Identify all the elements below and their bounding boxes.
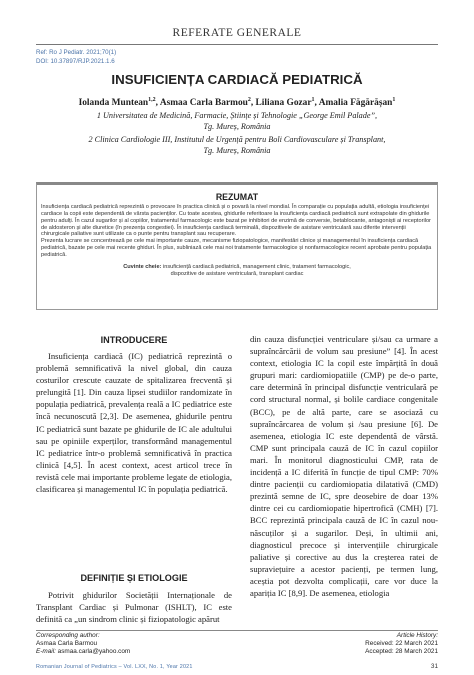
definition-paragraph: Potrivit ghidurilor Societății Internaționale de Transplant Cardiac și Pulmonar (ISHLT), IC este definită ca „un sindrom clinic și fiziopatologic apărut xyxy=(36,590,232,625)
keywords-text: insuficiență cardiacă pediatrică, management clinic, tratament farmacologic, xyxy=(163,263,351,270)
definition-heading: DEFINIȚIE ȘI ETIOLOGIE xyxy=(80,573,188,583)
abstract-paragraph-2: Prezenta lucrare se concentrează pe cele mai importante cauze, mecanisme fiziopatologice, manifestări clinice și managementul în insuficiența cardiacă pediatrică, bazate pe cele mai recente ghiduri. În plus, subliniază cele mai noi tratamente farmacologice și nonfarmacologice recent aprobate pentru populația pediatrică. xyxy=(41,238,432,258)
corresponding-author xyxy=(36,632,130,656)
affiliation-2-line-1: 2 Clinica Cardiologie III, Institutul de Urgență pentru Boli Cardiovasculare și Transplant, xyxy=(88,135,386,144)
ref-line: Ref: Ro J Pediatr. 2021;70(1) xyxy=(36,49,117,56)
abstract-paragraph-1: Insuficiența cardiacă pediatrică reprezintă o provocare în practica clinică și o povară la nivel mondial. În comparație cu populația adultă, etiologia insuficienței cardiace la copii este dependentă de vârsta pacienților. Cu toate acestea, ghidurile referitoare la insuficiența cardiacă pediatrică sunt extrapolate din ghidurile pentru adulți. În cazul sugarilor și al copiilor, tratamentul farmacologic este bazat pe inhibitori de enzimă de conversie, betablocante, antagoniști ai receptorilor de aldosteron și alte diuretice (în prezența congestiei). În insuficiența cardiacă terminală, dispozitivele de asistare ventriculară sau diferite intervenții chirurgicale paliative sunt utilizate ca o punte pentru transplant sau recuperare. xyxy=(41,204,431,238)
journal-footer: Romanian Journal of Pediatrics – Vol. LXX, No. 1, Year 2021 xyxy=(36,664,193,670)
corr-name: Asmaa Carla Barmou xyxy=(36,639,98,647)
doi-link[interactable]: DOI: 10.37897/RJP.2021.1.6 xyxy=(36,57,115,65)
footer-rule xyxy=(36,630,438,631)
abstract-title: REZUMAT xyxy=(215,192,259,202)
keywords-label: Cuvinte cheie: xyxy=(123,263,162,270)
corr-email[interactable]: asmaa.carla@yahoo.com xyxy=(57,647,131,655)
citation-block xyxy=(36,49,116,66)
authors: Iolanda Muntean$^{1,2}$, Asmaa Carla Barmou$^2$, Liliana Gozar$^1$, Amalia Făgărășan$^1$ xyxy=(78,97,396,109)
right-column-text: din cauza disfuncției ventriculare și/sau ca urmare a supraîncărcării de volum sau presiune” [4]. În acest context, etiologia IC la copil este împărțită în două grupuri mari: cardiomiopatiile (CMP) pe de-o parte, care determină în principal disfuncție ventriculară pe cord structural normal, și bolile cardiace congenitale (BCC), pe de altă parte, care se asociază cu supraîncărcarea de volum și /sau presiune [6]. De asemenea, etiologia IC este dependentă de vârstă. CMP sunt principala cauză de IC în cazul copiilor mari. În monitorul diagnosticului CMP, rata de incidență a IC diferită în funcție de tipul CMP: 70% dintre pacienții cu cardiomiopatia dilatativă (CMD) prezintă semne de IC, spre deosebire de doar 13% dintre cei cu cardiomiopatie hipertrofică (CMH) [7]. BCC reprezintă principala cauză de IC în cazul nou-născuților și a sugarilor. Deși, în ultimii ani, diagnosticul precoce și intervențiile chirurgicale paliative și corective au dus la creșterea ratei de supraviețuire a acestor pacienți, pe termen lung, aceștia pot dezvolta complicații, care vor duce la apariția IC [8,9]. De asemenea, etiologia xyxy=(250,334,438,598)
intro-heading: INTRODUCERE xyxy=(100,335,168,345)
header-rule xyxy=(36,44,438,45)
history-label: Article History: xyxy=(396,632,438,639)
keywords xyxy=(41,264,433,278)
received-date: Received: 22 March 2021 xyxy=(365,639,438,647)
affiliation-2 xyxy=(20,134,454,156)
corr-label: Corresponding author: xyxy=(36,632,100,639)
corr-email-label: E-mail: xyxy=(36,647,56,655)
accepted-date: Accepted: 28 March 2021 xyxy=(365,647,438,655)
section-label: REFERATE GENERALE xyxy=(172,27,302,39)
page-number: 31 xyxy=(430,663,438,670)
affiliation-1 xyxy=(20,110,454,132)
intro-paragraph: Insuficiența cardiacă (IC) pediatrică reprezintă o problemă semnificativă la nivel global, din cauza costurilor crescute cauzate de spitalizarea frecventă și prelungită [1]. Din cauza lipsei studiilor randomizate în populația pediatrică, prevalența reală a IC pediatrice este încă necunoscută [2,3]. De asemenea, ghidurile pentru IC pediatrică sunt bazate pe ghidurile de IC ale adultului sau pe opiniile experților, transformând managementul IC pediatrice într-o problemă semnificativă în practica clinică [4,5]. În acest context, acest articol trece în revistă cele mai importante probleme legate de etiologia, clasificarea și managementul IC în populația pediatrică. xyxy=(36,351,232,495)
article-title: INSUFICIENȚA CARDIACĂ PEDIATRICĂ xyxy=(111,72,363,87)
affiliation-1-line-1: 1 Universitatea de Medicină, Farmacie, Științe și Tehnologie „George Emil Palade”, xyxy=(96,111,378,120)
abstract-text xyxy=(41,204,433,259)
article-history xyxy=(300,632,438,656)
affiliation-1-line-2: Tg. Mureș, România xyxy=(203,122,271,131)
abstract-box xyxy=(36,182,438,310)
affiliation-2-line-2: Tg. Mureș, România xyxy=(203,146,271,155)
keywords-text-2: dispozitive de asistare ventriculară, transplant cardiac xyxy=(170,270,304,277)
